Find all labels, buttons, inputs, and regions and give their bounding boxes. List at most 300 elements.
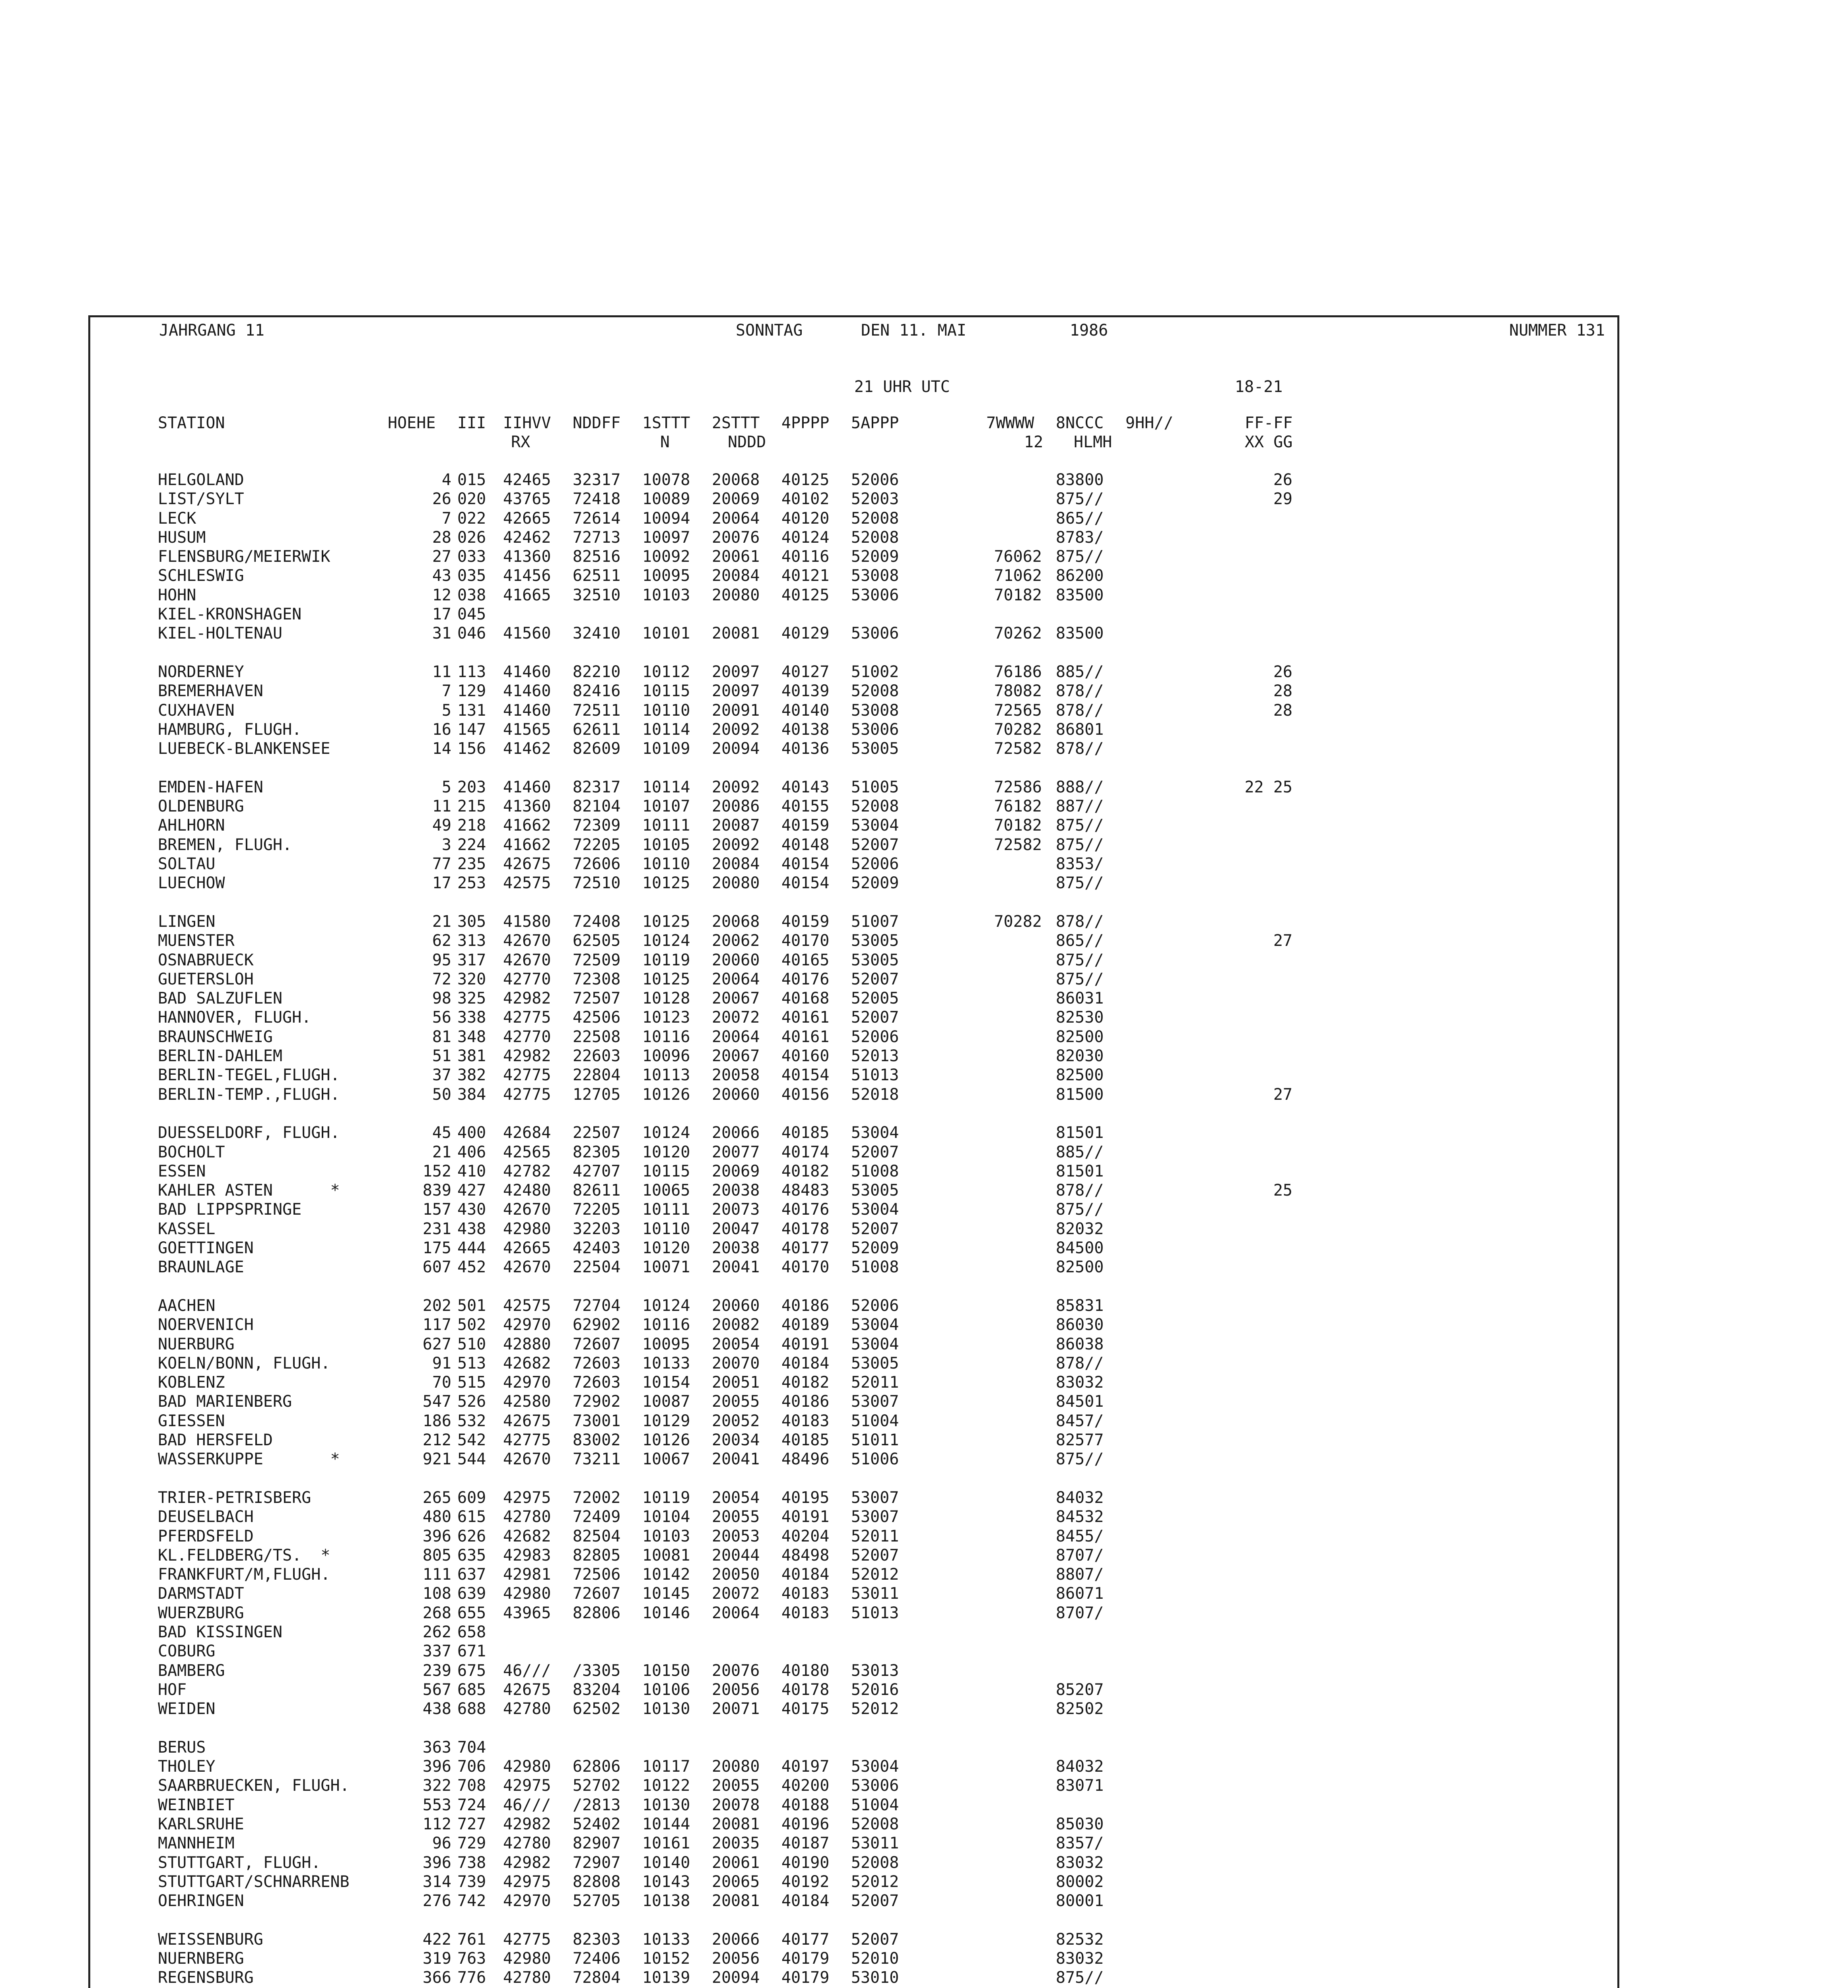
table-cell: 42975 [503,1776,551,1795]
table-cell: 52009 [851,547,899,566]
table-cell: 37 [432,1066,451,1084]
table-cell: 20064 [712,1604,760,1622]
station-name: FRANKFURT/M,FLUGH. [158,1565,330,1584]
table-cell: 41580 [503,912,551,931]
table-cell: 72409 [573,1508,621,1526]
table-cell: 82500 [1056,1258,1104,1276]
table-cell: 40165 [781,951,830,969]
table-cell: 83071 [1056,1776,1104,1795]
table-cell: 10119 [642,1489,690,1507]
table-cell: 40154 [781,874,830,892]
station-name: HUSUM [158,528,206,547]
table-cell: 53005 [851,740,899,758]
table-cell: 40187 [781,1834,830,1852]
table-cell: 86801 [1056,720,1104,739]
table-cell: 22508 [573,1028,621,1046]
table-cell: 91 [432,1354,451,1373]
table-cell: 42780 [503,1700,551,1718]
table-cell: 40184 [781,1565,830,1584]
table-cell: 10097 [642,528,690,547]
table-cell: 615 [457,1508,486,1526]
table-cell: 878// [1056,912,1104,931]
table-cell: 878// [1056,740,1104,758]
table-cell: 40197 [781,1757,830,1776]
table-cell: 20035 [712,1834,760,1852]
table-cell: 40120 [781,509,830,528]
table-cell: 53007 [851,1508,899,1526]
table-cell: 52012 [851,1700,899,1718]
table-cell: 42981 [503,1565,551,1584]
table-cell: 10110 [642,855,690,873]
table-cell: 76186 [994,663,1042,681]
table-cell: 14 [432,740,451,758]
table-cell: 427 [457,1181,486,1200]
table-cell: 62902 [573,1316,621,1334]
table-cell: 268 [422,1604,451,1622]
table-cell: 40186 [781,1392,830,1411]
table-cell: 305 [457,912,486,931]
table-cell: 10096 [642,1047,690,1065]
table-cell: 52008 [851,509,899,528]
table-cell: 40170 [781,1258,830,1276]
table-cell: 45 [432,1124,451,1142]
table-cell: 320 [457,970,486,988]
table-cell: 46/// [503,1796,551,1814]
table-cell: 675 [457,1662,486,1680]
table-cell: 53004 [851,1124,899,1142]
station-name: EMDEN-HAFEN [158,778,263,796]
table-cell: 20076 [712,1662,760,1680]
table-cell: 438 [422,1700,451,1718]
table-cell: 53004 [851,1316,899,1334]
station-name: HAMBURG, FLUGH. [158,720,302,739]
table-cell: 739 [457,1873,486,1891]
table-cell: 51002 [851,663,899,681]
table-cell: 53007 [851,1392,899,1411]
table-cell: 78082 [994,682,1042,700]
table-cell: 10107 [642,797,690,815]
table-cell: 51008 [851,1258,899,1276]
table-cell: 42670 [503,951,551,969]
table-cell: 20056 [712,1681,760,1699]
station-name: DEUSELBACH [158,1508,254,1526]
station-name: SAARBRUECKEN, FLUGH. [158,1776,350,1795]
table-cell: 203 [457,778,486,796]
station-name: THOLEY [158,1757,216,1776]
table-cell: 40185 [781,1124,830,1142]
station-name: WASSERKUPPE * [158,1450,340,1468]
table-cell: 20050 [712,1565,760,1584]
table-cell: 42770 [503,970,551,988]
table-cell: 42580 [503,1392,551,1411]
table-cell: 76062 [994,547,1042,566]
table-cell: 875// [1056,490,1104,508]
table-cell: 20091 [712,701,760,720]
table-cell: 878// [1056,1181,1104,1200]
table-cell: 887// [1056,797,1104,815]
table-cell: 42982 [503,1854,551,1872]
table-cell: 53011 [851,1584,899,1603]
table-cell: 17 [432,605,451,623]
table-cell: 52006 [851,471,899,489]
table-cell: 875// [1056,1969,1104,1987]
table-cell: 685 [457,1681,486,1699]
table-cell: 53006 [851,720,899,739]
table-cell: 40188 [781,1796,830,1814]
table-cell: 51004 [851,1412,899,1430]
table-cell: 865// [1056,509,1104,528]
station-name: COBURG [158,1642,216,1660]
table-cell: 41565 [503,720,551,739]
table-cell: 21 [432,912,451,931]
table-cell: 10114 [642,720,690,739]
table-cell: 77 [432,855,451,873]
table-cell: 40176 [781,1200,830,1219]
table-cell: 53004 [851,1200,899,1219]
table-cell: 40191 [781,1508,830,1526]
table-cell: 40139 [781,682,830,700]
table-cell: 72565 [994,701,1042,720]
table-cell: 80002 [1056,1873,1104,1891]
table-cell: 410 [457,1162,486,1180]
table-cell: 708 [457,1776,486,1795]
table-cell: 253 [457,874,486,892]
station-name: TRIER-PETRISBERG [158,1489,311,1507]
station-name: HOHN [158,586,196,604]
table-cell: 40127 [781,663,830,681]
table-cell: 10152 [642,1949,690,1968]
table-cell: 20054 [712,1335,760,1353]
table-cell: 875// [1056,1450,1104,1468]
station-name: SOLTAU [158,855,216,873]
station-name: ESSEN [158,1162,206,1180]
table-cell: 875// [1056,1200,1104,1219]
table-cell: 51013 [851,1066,899,1084]
column-header: NDDFF [573,414,621,432]
table-cell: 20065 [712,1873,760,1891]
table-cell: 51011 [851,1431,899,1449]
table-cell: 400 [457,1124,486,1142]
table-cell: 626 [457,1527,486,1545]
year: 1986 [1070,321,1108,340]
table-cell: 20062 [712,932,760,950]
table-cell: 42880 [503,1335,551,1353]
table-cell: 53006 [851,624,899,643]
table-cell: 42982 [503,1047,551,1065]
table-cell: 42575 [503,1297,551,1315]
table-cell: 10111 [642,816,690,835]
table-cell: 729 [457,1834,486,1852]
table-cell: 22804 [573,1066,621,1084]
table-cell: 42980 [503,1757,551,1776]
table-cell: 20061 [712,547,760,566]
table-cell: 10067 [642,1450,690,1468]
table-cell: 10146 [642,1604,690,1622]
table-cell: 42982 [503,989,551,1008]
table-cell: 40125 [781,586,830,604]
table-cell: 10087 [642,1392,690,1411]
station-name: HANNOVER, FLUGH. [158,1008,311,1027]
station-name: BAD HERSFELD [158,1431,273,1449]
station-name: CUXHAVEN [158,701,235,720]
table-cell: /3305 [573,1662,621,1680]
table-cell: 020 [457,490,486,508]
table-cell: 10115 [642,682,690,700]
table-cell: 20060 [712,1297,760,1315]
station-name: LUEBECK-BLANKENSEE [158,740,330,758]
table-cell: 40184 [781,1354,830,1373]
table-cell: 20076 [712,528,760,547]
station-name: WUERZBURG [158,1604,244,1622]
table-cell: 52705 [573,1892,621,1910]
table-cell: 10145 [642,1584,690,1603]
table-cell: 53008 [851,567,899,585]
table-cell: 70182 [994,586,1042,604]
table-cell: 20060 [712,951,760,969]
table-cell: 17 [432,874,451,892]
table-cell: 83002 [573,1431,621,1449]
table-cell: 51013 [851,1604,899,1622]
table-cell: 53005 [851,951,899,969]
table-cell: 62505 [573,932,621,950]
table-cell: 763 [457,1949,486,1968]
table-cell: 22603 [573,1047,621,1065]
table-cell: 202 [422,1297,451,1315]
table-cell: 152 [422,1162,451,1180]
table-cell: 8807/ [1056,1565,1104,1584]
table-cell: 40154 [781,1066,830,1084]
table-cell: 52007 [851,1546,899,1565]
issue-number: NUMMER 131 [1509,321,1605,340]
table-cell: 888// [1056,778,1104,796]
table-cell: 10144 [642,1815,690,1833]
station-name: KARLSRUHE [158,1815,244,1833]
table-cell: 62 [432,932,451,950]
table-cell: 82030 [1056,1047,1104,1065]
table-cell: 131 [457,701,486,720]
station-name: OEHRINGEN [158,1892,244,1910]
table-cell: 42565 [503,1143,551,1161]
station-name: WEIDEN [158,1700,216,1718]
table-cell: 396 [422,1757,451,1776]
table-cell: 41360 [503,797,551,815]
table-cell: 10112 [642,663,690,681]
table-cell: 48483 [781,1181,830,1200]
table-cell: 52008 [851,1815,899,1833]
table-cell: 20070 [712,1354,760,1373]
table-cell: 42506 [573,1008,621,1027]
table-cell: 20061 [712,1854,760,1872]
column-header: 4PPPP [781,414,830,432]
table-cell: 40155 [781,797,830,815]
table-cell: 8707/ [1056,1546,1104,1565]
table-cell: 317 [457,951,486,969]
table-cell: 50 [432,1085,451,1104]
station-name: NUERBURG [158,1335,235,1353]
table-cell: 20081 [712,1892,760,1910]
table-cell: 82808 [573,1873,621,1891]
table-cell: 513 [457,1354,486,1373]
table-cell: 27 [432,547,451,566]
table-cell: 20097 [712,682,760,700]
column-header-sub: XX GG [1245,433,1293,451]
table-cell: 10101 [642,624,690,643]
table-cell: 86031 [1056,989,1104,1008]
station-name: KIEL-HOLTENAU [158,624,283,643]
table-cell: 885// [1056,1143,1104,1161]
table-cell: 20038 [712,1239,760,1257]
table-cell: 40159 [781,816,830,835]
table-cell: 53011 [851,1834,899,1852]
table-cell: 42775 [503,1066,551,1084]
table-cell: 20041 [712,1450,760,1468]
table-cell: 022 [457,509,486,528]
station-name: BERUS [158,1738,206,1757]
table-cell: 31 [432,624,451,643]
column-header-sub: HLMH [1074,433,1112,451]
table-cell: 53005 [851,1354,899,1373]
table-cell: 40160 [781,1047,830,1065]
table-cell: 72607 [573,1584,621,1603]
table-cell: 20084 [712,855,760,873]
table-cell: 84032 [1056,1489,1104,1507]
table-cell: 10117 [642,1757,690,1776]
table-cell: 62502 [573,1700,621,1718]
table-cell: 8783/ [1056,528,1104,547]
table-cell: 839 [422,1181,451,1200]
station-name: MANNHEIM [158,1834,235,1852]
table-cell: 108 [422,1584,451,1603]
column-header: 1STTT [642,414,690,432]
table-cell: 20077 [712,1143,760,1161]
table-cell: 10104 [642,1508,690,1526]
table-cell: 82504 [573,1527,621,1545]
station-name: PFERDSFELD [158,1527,254,1545]
table-cell: 28 [1273,682,1292,700]
table-cell: 40186 [781,1297,830,1315]
table-cell: 20068 [712,912,760,931]
table-cell: 20084 [712,567,760,585]
table-cell: 637 [457,1565,486,1584]
table-cell: 82500 [1056,1028,1104,1046]
table-cell: 865// [1056,932,1104,950]
table-cell: 72 [432,970,451,988]
station-name: AHLHORN [158,816,225,835]
table-cell: 40195 [781,1489,830,1507]
table-cell: 12 [432,586,451,604]
table-cell: 72603 [573,1373,621,1392]
table-cell: 84500 [1056,1239,1104,1257]
station-name: GIESSEN [158,1412,225,1430]
table-cell: 72506 [573,1565,621,1584]
column-header: IIHVV [503,414,551,432]
date: DEN 11. MAI [861,321,966,340]
station-name: DUESSELDORF, FLUGH. [158,1124,340,1142]
table-cell: 43965 [503,1604,551,1622]
table-cell: 40161 [781,1008,830,1027]
table-cell: 80001 [1056,1892,1104,1910]
table-cell: 42675 [503,1681,551,1699]
table-cell: 761 [457,1930,486,1949]
column-header: 9HH// [1125,414,1174,432]
column-header: HOEHE [388,414,436,432]
table-cell: 42670 [503,1200,551,1219]
table-cell: 878// [1056,682,1104,700]
table-cell: 7 [441,509,451,528]
table-cell: 542 [457,1431,486,1449]
table-cell: 52009 [851,1239,899,1257]
table-cell: 53008 [851,701,899,720]
table-cell: 27 [1273,932,1292,950]
table-cell: 42780 [503,1508,551,1526]
table-cell: 48498 [781,1546,830,1565]
station-name: KOBLENZ [158,1373,225,1392]
table-cell: 3 [441,836,451,854]
table-cell: 27 [1273,1085,1292,1104]
table-cell: 875// [1056,816,1104,835]
table-cell: 83800 [1056,471,1104,489]
table-cell: 51008 [851,1162,899,1180]
table-cell: 51004 [851,1796,899,1814]
table-cell: 72586 [994,778,1042,796]
table-cell: 40189 [781,1316,830,1334]
table-cell: 84532 [1056,1508,1104,1526]
table-cell: 724 [457,1796,486,1814]
table-cell: 70 [432,1373,451,1392]
table-cell: 20092 [712,778,760,796]
table-cell: 20047 [712,1220,760,1238]
table-cell: 20072 [712,1008,760,1027]
table-cell: 885// [1056,663,1104,681]
table-cell: 41662 [503,816,551,835]
table-cell: 48496 [781,1450,830,1468]
station-name: BAD MARIENBERG [158,1392,292,1411]
station-name: BERLIN-TEMP.,FLUGH. [158,1085,340,1104]
table-cell: 42480 [503,1181,551,1200]
table-cell: 41560 [503,624,551,643]
table-cell: 348 [457,1028,486,1046]
table-cell: 10125 [642,912,690,931]
table-cell: 85831 [1056,1297,1104,1315]
table-cell: 215 [457,797,486,815]
table-cell: 381 [457,1047,486,1065]
table-cell: 41360 [503,547,551,566]
table-cell: 42775 [503,1085,551,1104]
table-cell: 40200 [781,1776,830,1795]
table-cell: 8455/ [1056,1527,1104,1545]
table-cell: 95 [432,951,451,969]
table-cell: 212 [422,1431,451,1449]
table-cell: 85030 [1056,1815,1104,1833]
station-name: KIEL-KRONSHAGEN [158,605,302,623]
table-cell: 52007 [851,1892,899,1910]
table-cell: 51005 [851,778,899,796]
table-cell: 10124 [642,1297,690,1315]
table-cell: 83500 [1056,586,1104,604]
table-cell: 20092 [712,720,760,739]
station-name: HOF [158,1681,187,1699]
table-cell: 41460 [503,682,551,700]
table-cell: 42462 [503,528,551,547]
table-cell: 82305 [573,1143,621,1161]
table-cell: 314 [422,1873,451,1891]
table-cell: 20071 [712,1700,760,1718]
table-cell: 82532 [1056,1930,1104,1949]
table-cell: 10089 [642,490,690,508]
table-cell: 72704 [573,1297,621,1315]
table-cell: 10126 [642,1085,690,1104]
table-cell: 72507 [573,989,621,1008]
